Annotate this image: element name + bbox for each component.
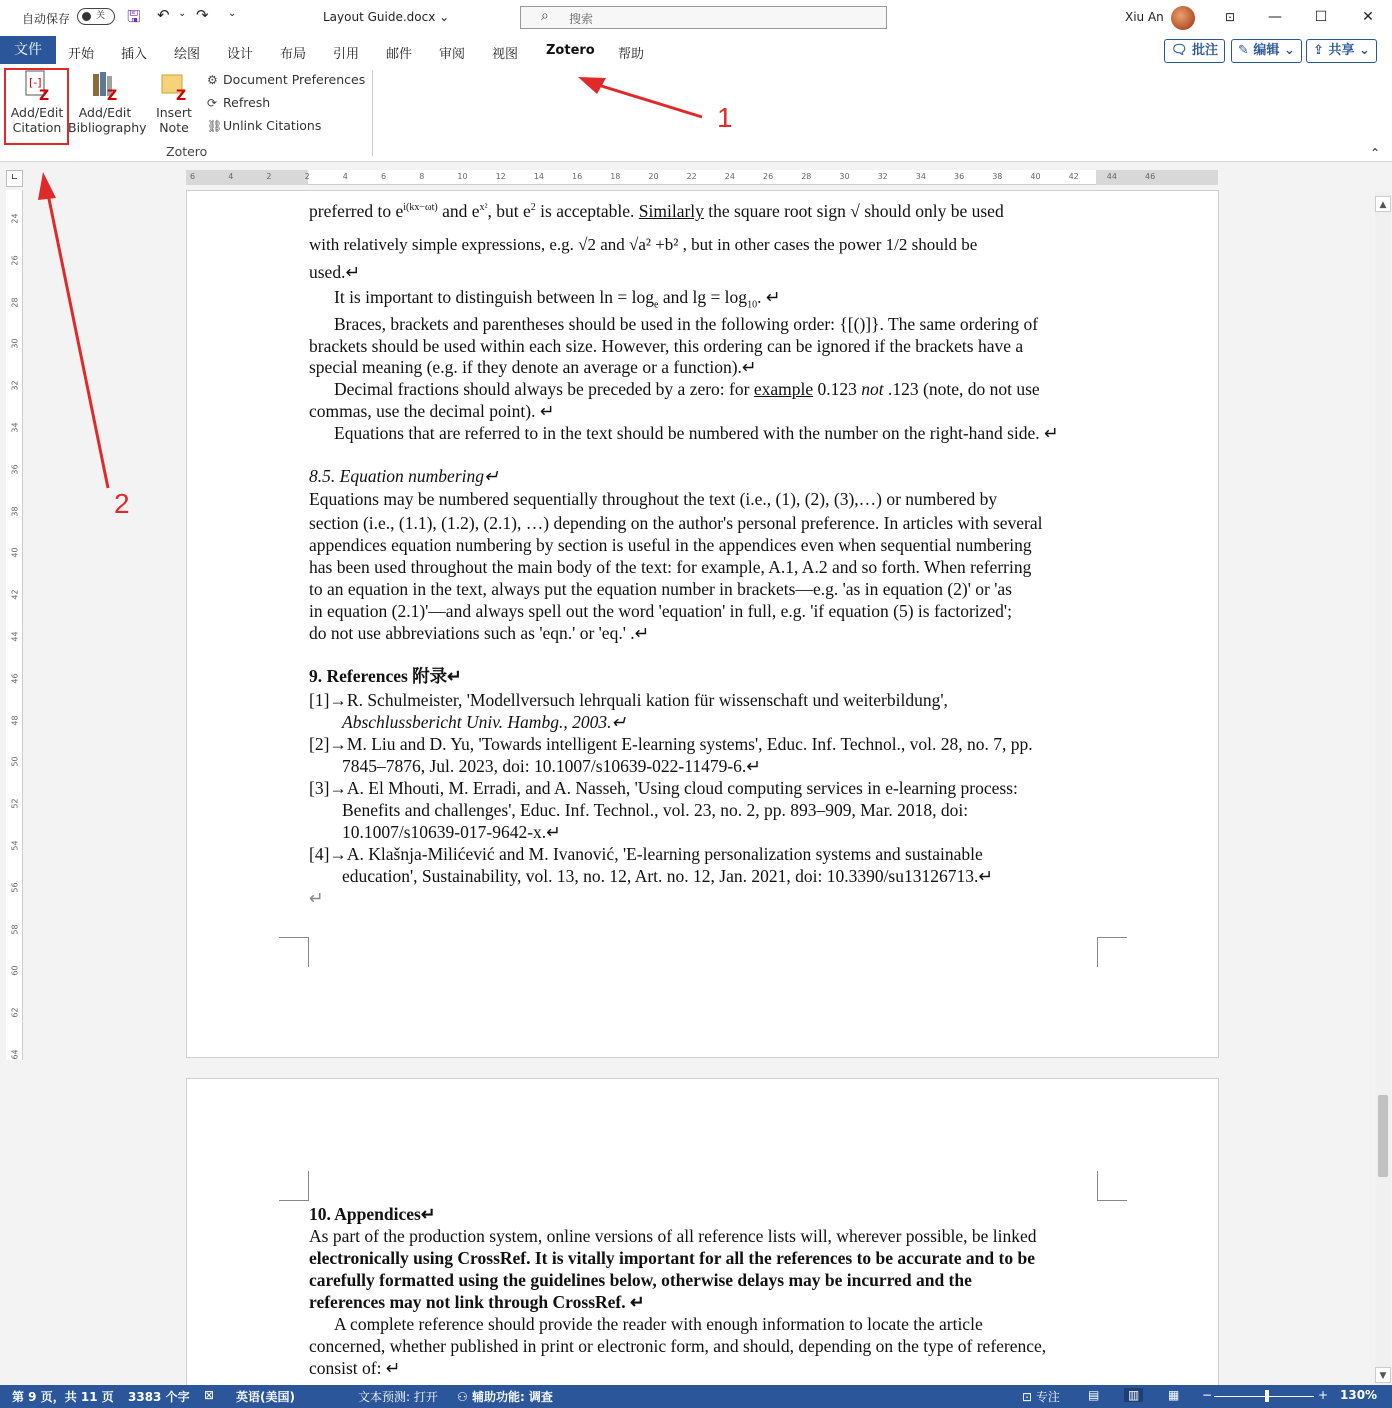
horizontal-ruler[interactable] xyxy=(186,170,1218,185)
insert-note-button[interactable]: Z Insert Note xyxy=(152,68,196,135)
text-line: carefully formatted using the guidelines below, otherwise delays may be incurred and the xyxy=(309,1270,972,1290)
text-line: in equation (2.1)'—and always spell out the word 'equation' in full, e.g. 'if equation (5) is factorized'; xyxy=(309,601,1012,621)
reference-line: Abschlussbericht Univ. Hambg., 2003.↵ xyxy=(342,712,627,732)
autosave-label: 自动保存 xyxy=(22,12,71,26)
ruler-tick: 4 xyxy=(228,172,234,181)
ruler-tick: 32 xyxy=(10,380,20,391)
tab-help[interactable]: 帮助 xyxy=(618,47,645,62)
ruler-tick: 42 xyxy=(10,589,20,600)
zotero-ribbon xyxy=(0,64,1392,162)
ruler-tick: 36 xyxy=(10,464,20,475)
ruler-tick: 52 xyxy=(10,798,20,809)
focus-mode[interactable]: ⊡ 专注 xyxy=(1022,1390,1060,1404)
ruler-tick: 64 xyxy=(10,1049,20,1060)
document-preferences-button[interactable]: ⚙ Document Preferences xyxy=(207,72,366,87)
user-name[interactable]: Xiu An xyxy=(1125,10,1164,24)
tab-mailings[interactable]: 邮件 xyxy=(386,47,413,62)
ruler-tick: 40 xyxy=(10,547,20,558)
close-icon[interactable]: ✕ xyxy=(1362,9,1374,25)
ruler-tick: 2 xyxy=(304,172,310,181)
ruler-tick: 50 xyxy=(10,756,20,767)
share-button[interactable]: ⇪ 共享 ⌄ xyxy=(1306,39,1377,63)
svg-text:Z: Z xyxy=(176,88,187,102)
text-line: section (i.e., (1.1), (1.2), (2.1), …) depending on the author's personal preference. In articles with several xyxy=(309,513,1043,533)
ruler-tick: 48 xyxy=(10,715,20,726)
ruler-tick: 10 xyxy=(457,172,468,181)
ruler-tick: 24 xyxy=(724,172,735,181)
undo-icon[interactable]: ↶ xyxy=(157,6,170,24)
highlight-box xyxy=(4,68,69,145)
ruler-tick: 38 xyxy=(992,172,1003,181)
accessibility-status[interactable]: ⚇ 辅助功能: 调查 xyxy=(457,1390,553,1404)
reference-line: Benefits and challenges', Educ. Inf. Technol., vol. 23, no. 2, pp. 893–909, Mar. 2018, doi: xyxy=(342,800,969,820)
tab-insert[interactable]: 插入 xyxy=(121,47,148,62)
ruler-tick: 28 xyxy=(10,297,20,308)
text-line: do not use abbreviations such as 'eqn.' or 'eq.' .↵ xyxy=(309,623,650,643)
ruler-tick: 20 xyxy=(648,172,659,181)
title-bar xyxy=(0,0,1392,36)
search-icon: ⌕ xyxy=(541,8,549,24)
tab-zotero[interactable]: Zotero xyxy=(546,43,595,58)
ruler-tick: 26 xyxy=(10,255,20,266)
text-line: used.↵ xyxy=(309,262,361,282)
tab-view[interactable]: 视图 xyxy=(492,47,519,62)
editing-button[interactable]: ✎ 编辑 ⌄ xyxy=(1231,39,1302,63)
scroll-down-icon[interactable]: ▼ xyxy=(1375,1367,1391,1383)
page[interactable] xyxy=(186,190,1219,1058)
bibliography-icon xyxy=(90,70,120,102)
tab-draw[interactable]: 绘图 xyxy=(174,47,201,62)
ruler-tick: 44 xyxy=(1106,172,1117,181)
text-line: preferred to $e^{i(kx-\omega t)}$ and $e^{x^2}$, but $e^2$ is acceptable. Similarly the square root sign √ should only be used xyxy=(309,200,1004,221)
unlink-icon: ⛓ xyxy=(207,119,223,133)
scroll-thumb[interactable] xyxy=(1378,1095,1388,1177)
ruler-tick: 60 xyxy=(10,965,20,976)
text-line: Braces, brackets and parentheses should be used in the following order: {[()]}. The same ordering of xyxy=(334,314,1039,334)
reference-line: education', Sustainability, vol. 13, no. 12, Art. no. 12, Jan. 2021, doi: 10.3390/su13126713.↵ xyxy=(342,866,994,886)
language[interactable]: 英语(美国) xyxy=(236,1390,295,1404)
tab-design[interactable]: 设计 xyxy=(227,47,254,62)
reference-line: [3]→A. El Mhouti, M. Erradi, and A. Nasseh, 'Using cloud computing services in e-learning process: xyxy=(309,778,1018,798)
svg-text:[-]: [-] xyxy=(29,76,42,89)
ruler-tick: 8 xyxy=(419,172,425,181)
ruler-tick: 44 xyxy=(10,631,20,642)
annotation-number-1: 1 xyxy=(717,102,733,133)
collapse-ribbon-icon[interactable]: ⌃ xyxy=(1370,146,1381,160)
refresh-icon: ⟳ xyxy=(207,96,218,110)
section-heading: 10. Appendices↵ xyxy=(309,1204,436,1224)
tab-home[interactable]: 开始 xyxy=(68,47,95,62)
search-input[interactable]: ⌕ 搜索 xyxy=(520,6,887,29)
text-line: brackets should be used within each size. However, this ordering can be ignored if the brackets have a xyxy=(309,336,1024,356)
ruler-tick: 26 xyxy=(763,172,774,181)
customize-qat-icon[interactable]: ⌄ xyxy=(228,8,237,19)
section-heading: 9. References 附录↵ xyxy=(309,666,462,686)
ruler-tick: 34 xyxy=(10,422,20,433)
add-edit-bibliography-button[interactable]: Z Add/Edit Bibliography xyxy=(68,68,142,135)
ruler-tick: 46 xyxy=(1145,172,1156,181)
reference-line: 10.1007/s10639-017-9642-x.↵ xyxy=(342,822,561,842)
crop-mark xyxy=(279,937,309,967)
print-layout-icon[interactable]: ▥ xyxy=(1124,1388,1143,1402)
add-edit-citation-button[interactable]: [-] Z Add/Edit Citation xyxy=(8,68,66,135)
tab-references[interactable]: 引用 xyxy=(333,47,360,62)
crop-mark xyxy=(279,1171,309,1201)
word-count[interactable]: 3383 个字 xyxy=(128,1390,190,1404)
tab-layout[interactable]: 布局 xyxy=(280,47,307,62)
text-line: Decimal fractions should always be preceded by a zero: for example 0.123 not .123 (note, do not use xyxy=(334,379,1040,399)
vertical-ruler[interactable] xyxy=(6,190,23,1060)
ruler-tick: 58 xyxy=(10,924,20,935)
ribbon-display-icon[interactable]: ⊡ xyxy=(1224,10,1236,24)
text-line: has been used throughout the main body of the text: for example, A.1, A.2 and so forth. When referring xyxy=(309,557,1032,577)
zoom-out-icon[interactable]: − xyxy=(1202,1388,1213,1402)
ruler-tick: 34 xyxy=(915,172,926,181)
tab-review[interactable]: 审阅 xyxy=(439,47,466,62)
text-line: commas, use the decimal point). ↵ xyxy=(309,401,555,421)
ribbon-tabs xyxy=(0,36,1392,64)
ruler-tick: 24 xyxy=(10,213,20,224)
ruler-tick: 16 xyxy=(572,172,583,181)
text-line: concerned, whether published in print or electronic form, and should, depending on the type of reference, xyxy=(309,1336,1047,1356)
ruler-tick: 6 xyxy=(381,172,387,181)
redo-icon[interactable]: ↷ xyxy=(196,6,209,24)
save-icon[interactable]: 🖫 xyxy=(127,7,141,26)
ruler-tick: 54 xyxy=(10,840,20,851)
tab-file[interactable]: 文件 xyxy=(0,36,56,64)
scroll-up-icon[interactable]: ▲ xyxy=(1375,196,1391,212)
ruler-tick: 4 xyxy=(342,172,348,181)
comments-button[interactable]: 🗨 批注 xyxy=(1164,39,1225,63)
section-heading: 8.5. Equation numbering↵ xyxy=(309,466,499,486)
text-line: special meaning (e.g. if they denote an average or a function).↵ xyxy=(309,357,757,377)
text-line: to an equation in the text, always put the equation number in brackets—e.g. 'as in equation (2)' or 'as xyxy=(309,579,1012,599)
text-line: Equations that are referred to in the text should be numbered with the number on the right-hand side. ↵ xyxy=(334,423,1059,443)
text-line: As part of the production system, online versions of all reference lists will, wherever possible, be linked xyxy=(309,1226,1037,1246)
page[interactable] xyxy=(186,1078,1219,1385)
web-layout-icon[interactable]: ▦ xyxy=(1168,1388,1180,1402)
reference-line: [2]→M. Liu and D. Yu, 'Towards intelligent E-learning systems', Educ. Inf. Technol., vol. 28, no. 7, pp. xyxy=(309,734,1033,754)
text-line: A complete reference should provide the reader with enough information to locate the article xyxy=(334,1314,983,1334)
ruler-tick: 18 xyxy=(610,172,621,181)
svg-text:Z: Z xyxy=(39,88,50,102)
ruler-tick: 40 xyxy=(1030,172,1041,181)
crop-mark xyxy=(1097,937,1127,967)
ruler-tick: 36 xyxy=(954,172,965,181)
autosave-toggle[interactable]: 关 xyxy=(77,8,115,25)
vertical-scrollbar[interactable] xyxy=(1375,192,1391,1384)
tab-selector[interactable]: ∟ xyxy=(6,170,23,187)
ruler-tick: 56 xyxy=(10,882,20,893)
proofing-icon[interactable]: ⊠ xyxy=(204,1388,215,1402)
ruler-tick: 62 xyxy=(10,1007,20,1018)
text-line: Equations may be numbered sequentially throughout the text (i.e., (1), (2), (3),…) or numbered by xyxy=(309,489,998,509)
ruler-tick: 6 xyxy=(190,172,196,181)
ruler-tick: 2 xyxy=(266,172,272,181)
svg-text:Z: Z xyxy=(107,88,118,102)
ruler-tick: 28 xyxy=(801,172,812,181)
text-line: consist of: ↵ xyxy=(309,1358,401,1378)
ruler-tick: 38 xyxy=(10,506,20,517)
ruler-tick: 42 xyxy=(1068,172,1079,181)
reference-line: [1]→R. Schulmeister, 'Modellversuch lehrquali kation für wissenschaft und weiterbildung', xyxy=(309,690,948,710)
reference-line: [4]→A. Klašnja-Milićević and M. Ivanović, 'E-learning personalization systems and sustainable xyxy=(309,844,983,864)
zoom-slider-handle[interactable] xyxy=(1265,1390,1269,1402)
minimize-icon[interactable]: — xyxy=(1268,9,1282,25)
refresh-button[interactable]: ⟳ Refresh xyxy=(207,95,271,110)
text-line: appendices equation numbering by section is useful in the appendices even when sequential numbering xyxy=(309,535,1032,555)
ruler-tick: 46 xyxy=(10,673,20,684)
undo-dropdown-icon[interactable]: ⌄ xyxy=(178,8,187,19)
zoom-in-icon[interactable]: + xyxy=(1318,1388,1329,1402)
reference-line: 7845–7876, Jul. 2023, doi: 10.1007/s10639-022-11479-6.↵ xyxy=(342,756,761,776)
zoom-level[interactable]: 130% xyxy=(1340,1388,1378,1402)
empty-paragraph: ↵ xyxy=(309,888,324,908)
text-line: with relatively simple expressions, e.g. √2 and √a² +b² , but in other cases the power 1/2 should be xyxy=(309,235,978,254)
ruler-tick: 14 xyxy=(533,172,544,181)
maximize-icon[interactable]: ☐ xyxy=(1314,9,1328,25)
page-count[interactable]: 第 9 页，共 11 页 xyxy=(12,1390,114,1404)
avatar[interactable] xyxy=(1171,6,1195,30)
note-icon xyxy=(159,70,189,102)
text-predictions[interactable]: 文本预测: 打开 xyxy=(358,1390,438,1404)
group-separator xyxy=(372,70,373,156)
crop-mark xyxy=(1097,1171,1127,1201)
ruler-tick: 12 xyxy=(495,172,506,181)
ruler-tick: 22 xyxy=(686,172,697,181)
document-title[interactable]: Layout Guide.docx ⌄ xyxy=(323,10,450,24)
read-mode-icon[interactable]: ▤ xyxy=(1088,1388,1100,1402)
group-label: Zotero xyxy=(166,144,208,159)
text-line: electronically using CrossRef. It is vitally important for all the references to be accurate and to be xyxy=(309,1248,1035,1268)
annotation-number-2: 2 xyxy=(114,488,130,519)
gear-icon: ⚙ xyxy=(207,73,218,87)
ruler-tick: 30 xyxy=(10,338,20,349)
status-bar xyxy=(0,1385,1392,1408)
text-line: references may not link through CrossRef. ↵ xyxy=(309,1292,645,1312)
unlink-citations-button[interactable]: ⛓Unlink Citations xyxy=(207,118,322,133)
zoom-slider[interactable] xyxy=(1214,1396,1314,1397)
text-line: It is important to distinguish between $\ln = \log_e$ and $\lg = \log_{10}$. ↵ xyxy=(334,287,781,311)
ruler-tick: 30 xyxy=(839,172,850,181)
ruler-tick: 32 xyxy=(877,172,888,181)
